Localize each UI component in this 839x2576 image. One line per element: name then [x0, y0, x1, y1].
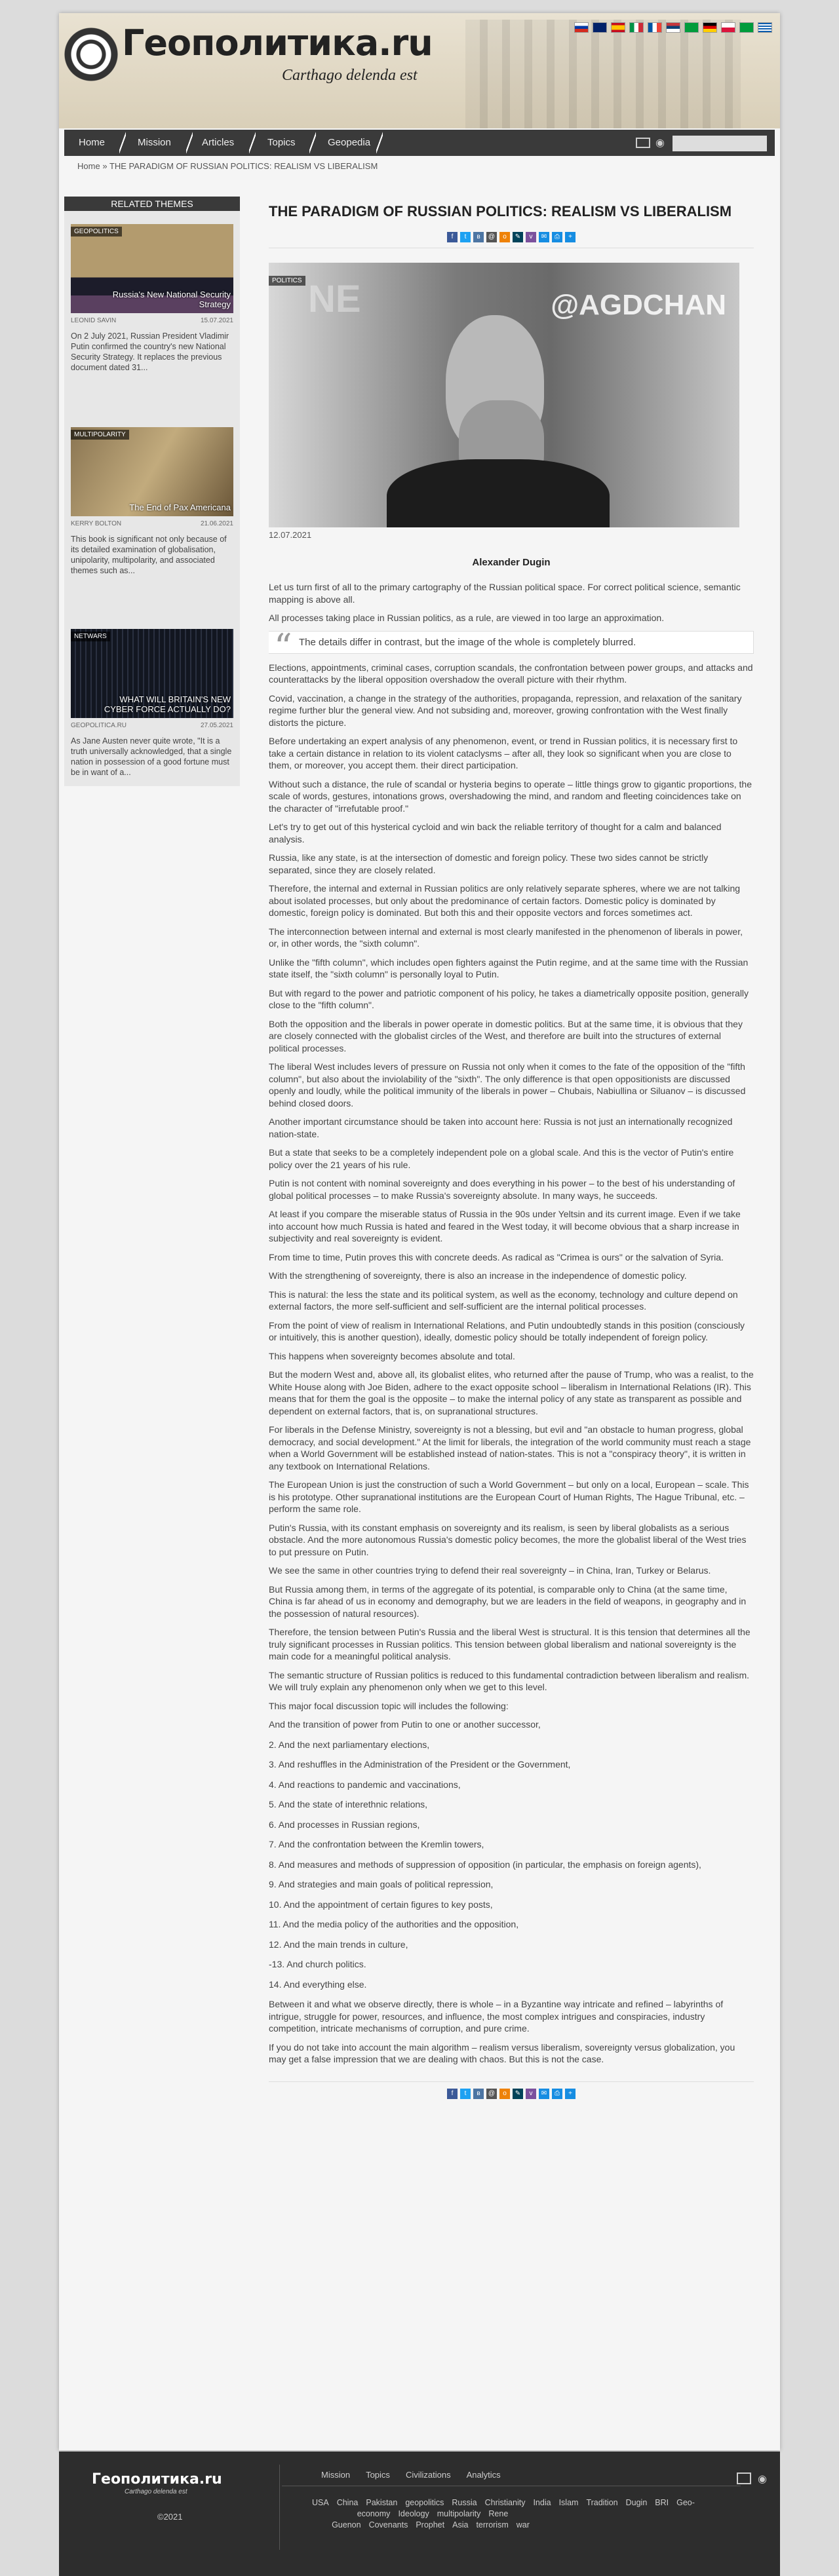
article-paragraph: At least if you compare the miserable status of Russia in the 90s under Yeltsin and its current image. Even if we take into account how much Russia is hated and feared in the West today, it will become obvious that a sharp increase in subjectivity and real sovereignty is evident.	[269, 1209, 741, 1243]
vk-icon[interactable]: в	[473, 232, 484, 242]
article-paragraph: From the point of view of realism in International Relations, and Putin undoubtedly stands in this position (consciously or intuitively, this is another question), ideally, domestic policy should be totally independent of foreign policy.	[269, 1319, 745, 1342]
rss-icon[interactable]: ◉	[655, 138, 665, 149]
article-paragraph: Elections, appointments, criminal cases, corruption scandals, the confrontation between power groups, and attacks and counterattacks by the liberal opposition overshadow the overall picture with their rhythm.	[269, 662, 753, 685]
breadcrumb	[77, 161, 378, 171]
footer-copyright: ©2021	[157, 2512, 183, 2522]
mail-icon[interactable]	[737, 2472, 751, 2484]
footer-logo[interactable]: Геополитика.ru	[92, 2471, 222, 2488]
footer-divider	[279, 2465, 280, 2550]
site-footer	[59, 2452, 780, 2576]
site-header	[59, 13, 780, 128]
article-paragraph: The semantic structure of Russian politics is reduced to this fundamental contradiction between liberalism and realism. We will truly explain any phenomenon only when we get to this level.	[269, 1669, 750, 1692]
site-tagline: Carthago delenda est	[282, 67, 418, 84]
related-card-text: As Jane Austen never quite wrote, "It is a truth universally acknowledged, that a single nation in possession of a good fortune must be in want of a...	[71, 736, 232, 777]
article-paragraph: Covid, vaccination, a change in the strategy of the authorities, propaganda, repression, and relaxation of the sanitary regime further blur the general view. And not subsiding and, moreover, growing confrontation with the West finally distorts the picture.	[269, 692, 742, 728]
article-title: THE PARADIGM OF RUSSIAN POLITICS: REALISM VS LIBERALISM	[269, 203, 732, 219]
article-closing	[269, 1998, 754, 2066]
odnoklassniki-icon[interactable]: o	[499, 2089, 510, 2099]
article-paragraph: The European Union is just the construction of such a World Government – but only on a local, European – scale. This is his prototype. Other supranational institutions are the European Court of Human Rights, The Hague Tribunal, etc. – perform the same role.	[269, 1479, 749, 1514]
article-category-tag[interactable]: POLITICS	[269, 276, 305, 286]
related-card-caption[interactable]: Russia's New National Security Strategy	[112, 290, 231, 309]
article-paragraph: If you do not take into account the main algorithm – realism versus liberalism, sovereignty versus globalization, you may get a false impression that we are dealing with chaos. But this is not the case.	[269, 2041, 735, 2064]
odnoklassniki-icon[interactable]: o	[499, 232, 510, 242]
article-list-item: 4. And reactions to pandemic and vaccinations,	[269, 1779, 461, 1790]
related-card-text: On 2 July 2021, Russian President Vladimir Putin confirmed the country's new National Security Strategy. It replaces the previous document dated 31...	[71, 331, 229, 372]
footer-link-mission[interactable]: Mission	[321, 2470, 351, 2480]
article-paragraph: The interconnection between internal and external is most clearly manifested in the phenomenon of liberals in power, or, in other words, the "sixth column".	[269, 926, 743, 949]
article-list-item: 5. And the state of interethnic relations,	[269, 1799, 428, 1809]
nav-articles[interactable]: Articles	[202, 137, 235, 148]
article-paragraph: But with regard to the power and patriotic component of his policy, he takes a diametrically opposite position, generally close to the "fifth column".	[269, 987, 749, 1010]
article-list-item: -13. And church politics.	[269, 1959, 366, 1969]
article-image	[269, 263, 739, 527]
flag-br-icon[interactable]	[684, 22, 699, 33]
article-paragraph: Both the opposition and the liberals in power operate in domestic politics. But at the same time, it is obvious that they are closely connected with the globalist circles of the West, and therefore are built into the structures of external political processes.	[269, 1018, 743, 1053]
article-paragraph: This is natural: the less the state and its political system, as well as the economy, technology and culture depend on external factors, the more self-sufficient and self-sufficient are the internal political processes.	[269, 1289, 738, 1312]
footer-tag[interactable]: Pakistan	[366, 2498, 398, 2507]
twitter-icon[interactable]: t	[460, 2089, 471, 2099]
article-paragraph: With the strengthening of sovereignty, there is also an increase in the independence of domestic policy.	[269, 1270, 687, 1281]
article-list-item: 8. And measures and methods of suppression of opposition (in particular, the emphasis on foreign agents),	[269, 1859, 701, 1870]
facebook-icon[interactable]: f	[447, 232, 458, 242]
related-card-author[interactable]: KERRY BOLTON	[71, 520, 122, 527]
article-list-item: 9. And strategies and main goals of political repression,	[269, 1879, 494, 1889]
site-title[interactable]: Геополитика.ru	[122, 22, 433, 64]
footer-tag[interactable]: China	[336, 2498, 359, 2507]
footer-tag[interactable]: Islam	[558, 2498, 579, 2507]
article-paragraph: Without such a distance, the rule of scandal or hysteria begins to operate – little things grow to gigantic proportions, the scale of words, gestures, intonations grows, overshadowing the mind, and random and fleeting coincidences take on the character of "irrefutable proof."	[269, 778, 752, 814]
article-paragraph: Putin is not content with nominal sovereignty and does everything in his power – to the best of his understanding of global political processes – to make Russia's sovereignty absolute. In many ways, he succeeds.	[269, 1178, 735, 1201]
article-paragraph: This major focal discussion topic will includes the following:	[269, 1700, 509, 1711]
related-card-text: This book is significant not only because of its detailed examination of globalisation, unipolarity, multipolarity, and associated themes such as...	[71, 535, 227, 575]
article-list-item: 6. And processes in Russian regions,	[269, 1819, 420, 1830]
article-paragraph: Between it and what we observe directly, there is whole – in a Byzantine way intricate and refined – labyrinths of intrigue, struggle for power, resources, and influence, the most complex intrigues and conspiracies, industry competition, intricate mechanisms of corruption, and pure crime.	[269, 1999, 724, 2034]
article-list-item: 7. And the confrontation between the Kremlin towers,	[269, 1839, 484, 1849]
nav-home[interactable]: Home	[79, 137, 106, 148]
footer-tag[interactable]: Tradition	[586, 2498, 618, 2507]
related-card-meta	[71, 722, 233, 729]
footer-tag[interactable]: war	[516, 2520, 530, 2529]
article-date: 12.07.2021	[269, 530, 312, 540]
main-nav	[64, 130, 775, 156]
article-paragraph: This happens when sovereignty becomes absolute and total.	[269, 1350, 515, 1361]
article-paragraph: Therefore, the tension between Putin's Russia and the liberal West is structural. It is this tension that determines all the truly significant processes in Russian politics. This tension between global liberalism and national sovereignty is the main code for a meaningful political analysis.	[269, 1627, 751, 1661]
header-banner-image	[465, 20, 741, 128]
breadcrumb-separator: »	[102, 161, 107, 171]
article-list-item: 11. And the media policy of the authorities and the opposition,	[269, 1919, 519, 1929]
footer-tag[interactable]: USA	[312, 2498, 329, 2507]
article-list-item: 10. And the appointment of certain figures to key posts,	[269, 1899, 493, 1910]
footer-tag[interactable]: terrorism	[476, 2520, 509, 2529]
related-card-author[interactable]: GEOPOLITICA.RU	[71, 722, 127, 729]
related-card[interactable]	[71, 427, 233, 576]
related-card-tag[interactable]: NETWARS	[71, 632, 110, 641]
related-card-image[interactable]	[71, 427, 233, 516]
article-list-item: And the transition of power from Putin to one or another successor,	[269, 1719, 541, 1730]
logo-emblem-icon[interactable]	[64, 28, 118, 81]
article-paragraph: We see the same in other countries trying to defend their real sovereignty – in China, Iran, Turkey or Belarus.	[269, 1565, 711, 1576]
footer-tag-cloud	[308, 2497, 695, 2531]
article-paragraph: For liberals in the Defense Ministry, sovereignty is not a blessing, but evil and "an obstacle to human progress, global democracy, and social development." At the limit for liberals, the integration of the world community must reach a stage when a World Government will be established instead of nation-states. This is not a "conspiracy theory", it is written in any textbook on International Relations.	[269, 1424, 751, 1471]
footer-icons	[737, 2472, 767, 2486]
article-author[interactable]: Alexander Dugin	[472, 557, 551, 568]
viber-icon[interactable]: v	[526, 232, 536, 242]
flag-rs-icon[interactable]	[666, 22, 680, 33]
more-icon[interactable]: +	[565, 232, 576, 242]
nav-separator	[186, 130, 193, 156]
related-card-date: 27.05.2021	[200, 722, 233, 729]
footer-tag[interactable]: Geo-economy	[357, 2498, 695, 2518]
mail-icon[interactable]: @	[486, 232, 497, 242]
article-paragraph: Another important circumstance should be taken into account here: Russia is not just an internationally recognized nation-state.	[269, 1116, 733, 1139]
email-icon[interactable]: ✉	[539, 2089, 549, 2099]
nav-separator	[119, 130, 126, 156]
flag-ru-icon[interactable]	[574, 22, 589, 33]
mail-icon[interactable]: @	[486, 2089, 497, 2099]
article-body	[269, 662, 754, 1713]
page-container	[59, 13, 780, 2450]
related-card-image[interactable]	[71, 629, 233, 718]
footer-tag[interactable]: Prophet	[416, 2520, 445, 2529]
sidebar-title: RELATED THEMES	[64, 197, 240, 211]
flag-br2-icon[interactable]	[739, 22, 754, 33]
footer-tag[interactable]: Russia	[452, 2498, 477, 2507]
related-card[interactable]	[71, 224, 233, 373]
search-input[interactable]	[673, 136, 767, 151]
breadcrumb-home[interactable]: Home	[77, 161, 100, 171]
flag-de-icon[interactable]	[703, 22, 717, 33]
article-paragraph: The liberal West includes levers of pressure on Russia not only when it comes to the fate of the opposition of the "fifth column", but also about the inviolability of the "sixth". The only difference is that open oppositionists are discussed openly and loudly, while the political immunity of the liberals in power – Chubais, Nabiullina or Siluanov – is discussed behind closed doors.	[269, 1061, 746, 1108]
article-paragraph: Let's try to get out of this hysterical cycloid and win back the reliable territory of thought for a calm and balanced analysis.	[269, 822, 722, 844]
footer-link-topics[interactable]: Topics	[366, 2470, 390, 2480]
image-figure-body	[387, 459, 610, 527]
article-list	[269, 1718, 754, 1990]
article-paragraph: Putin's Russia, with its constant emphasis on sovereignty and its realism, is seen by liberal globalists as a serious obstacle. And the more autonomous Russia's domestic policy becomes, the more the globalist liberal of the West tries to put pressure on Putin.	[269, 1522, 747, 1557]
rss-icon[interactable]: ◉	[758, 2474, 767, 2485]
image-background-text: NE	[308, 278, 361, 320]
related-card-tag[interactable]: GEOPOLITICS	[71, 227, 122, 237]
related-card-date: 15.07.2021	[200, 317, 233, 324]
mail-icon[interactable]	[636, 138, 650, 148]
related-card-caption[interactable]: WHAT WILL BRITAIN'S NEW CYBER FORCE ACTUALLY DO?	[104, 694, 231, 714]
share-bar-bottom	[269, 2081, 754, 2104]
flag-pl-icon[interactable]	[721, 22, 735, 33]
related-card-caption[interactable]: The End of Pax Americana	[129, 502, 231, 512]
share-bar-top	[269, 232, 754, 248]
article-list-item: 3. And reshuffles in the Administration of the President or the Government,	[269, 1759, 571, 1770]
footer-tag[interactable]: Covenants	[368, 2520, 408, 2529]
viber-icon[interactable]: v	[526, 2089, 536, 2099]
article-list-item: 2. And the next parliamentary elections,	[269, 1739, 430, 1750]
breadcrumb-current: THE PARADIGM OF RUSSIAN POLITICS: REALISM VS LIBERALISM	[109, 161, 378, 171]
related-card-author[interactable]: LEONID SAVIN	[71, 317, 117, 324]
flag-it-icon[interactable]	[629, 22, 644, 33]
email-icon[interactable]: ✉	[539, 232, 549, 242]
footer-links	[321, 2470, 501, 2480]
nav-geopedia[interactable]: Geopedia	[328, 137, 371, 148]
article-paragraph: All processes taking place in Russian politics, as a rule, are viewed in too large an approximation.	[269, 613, 665, 623]
more-icon[interactable]: +	[565, 2089, 576, 2099]
article-paragraph: Russia, like any state, is at the intersection of domestic and foreign policy. These two sides cannot be strictly separated, since they are closely related.	[269, 852, 709, 875]
article	[269, 203, 754, 2119]
footer-tag[interactable]: geopolitics	[405, 2498, 444, 2507]
related-card-meta	[71, 520, 233, 527]
livejournal-icon[interactable]: ✎	[513, 232, 523, 242]
article-quote: “ The details differ in contrast, but the image of the whole is completely blurred.	[269, 631, 754, 654]
image-watermark: @AGDCHAN	[551, 289, 726, 321]
vk-icon[interactable]: в	[473, 2089, 484, 2099]
article-paragraph: Before undertaking an expert analysis of any phenomenon, event, or trend in Russian politics, it is necessary first to take a certain distance in relation to its violent cataclysms – after all, they look so significant when you are close to them, or moreover, you accept them. their direct participation.	[269, 736, 738, 770]
footer-tag[interactable]: India	[533, 2498, 551, 2507]
article-paragraph: But Russia among them, in terms of the aggregate of its potential, is comparable only to China (at the same time, China is far ahead of us in economy and demography, but we are leaders in the field of weapons, in geography and in the possession of natural resources).	[269, 1583, 747, 1619]
article-paragraph: From time to time, Putin proves this with concrete deeds. As radical as "Crimea is ours" or the salvation of Syria.	[269, 1251, 724, 1262]
flag-es-icon[interactable]	[611, 22, 625, 33]
footer-link-civilizations[interactable]: Civilizations	[405, 2470, 451, 2480]
related-card[interactable]	[71, 629, 233, 778]
related-card-date: 21.06.2021	[200, 520, 233, 527]
footer-tag[interactable]: Asia	[452, 2520, 469, 2529]
article-paragraph: Therefore, the internal and external in Russian politics are only relatively separate spheres, where we are not talking about isolated processes, but only about the predominance of certain factors. Domestic policy is dominated by domestic, foreign policy is dominated. But both this and their opposite vectors and forces sometimes act.	[269, 883, 741, 918]
nav-separator	[249, 130, 256, 156]
footer-tag[interactable]: Dugin	[625, 2498, 648, 2507]
related-card-image[interactable]	[71, 224, 233, 313]
footer-tag[interactable]: Christianity	[484, 2498, 526, 2507]
footer-tag[interactable]: BRI	[655, 2498, 669, 2507]
nav-topics[interactable]: Topics	[267, 137, 296, 148]
flag-gr-icon[interactable]	[758, 22, 772, 33]
print-icon[interactable]: ⎙	[552, 2089, 562, 2099]
nav-separator	[309, 130, 316, 156]
footer-tag[interactable]: Ideology	[398, 2509, 429, 2518]
footer-tagline: Carthago delenda est	[125, 2488, 187, 2495]
livejournal-icon[interactable]: ✎	[513, 2089, 523, 2099]
facebook-icon[interactable]: f	[447, 2089, 458, 2099]
article-list-item: 12. And the main trends in culture,	[269, 1939, 408, 1950]
footer-tag[interactable]: multipolarity	[437, 2509, 481, 2518]
print-icon[interactable]: ⎙	[552, 232, 562, 242]
footer-tag[interactable]: Rene Guenon	[332, 2509, 509, 2529]
flag-gb-icon[interactable]	[593, 22, 607, 33]
related-card-tag[interactable]: MULTIPOLARITY	[71, 430, 129, 440]
article-list-item: 14. And everything else.	[269, 1979, 367, 1990]
article-paragraph: But a state that seeks to be a completely independent pole on a global scale. And this is the vector of Putin's entire policy over the 21 years of his rule.	[269, 1147, 734, 1170]
article-paragraph: Unlike the "fifth column", which includes open fighters against the Putin regime, and at the same time with the Russian state itself, the "sixth column" is personally loyal to Putin.	[269, 957, 749, 979]
related-themes-sidebar	[64, 197, 240, 786]
nav-mission[interactable]: Mission	[138, 137, 171, 148]
footer-link-analytics[interactable]: Analytics	[466, 2470, 501, 2480]
nav-separator	[376, 130, 383, 156]
article-paragraph: But the modern West and, above all, its globalist elites, who returned after the pause of Trump, who was a realist, to the White House along with Joe Biden, adhere to the exact opposite school – liberalism in International Relations (IR). This means that for them the goal is the opposite – to make the internal policy of any state as transparent as possible and dependent on external factors, that is, on supranational structures.	[269, 1369, 754, 1416]
twitter-icon[interactable]: t	[460, 232, 471, 242]
flag-fr-icon[interactable]	[648, 22, 662, 33]
language-flags	[574, 22, 772, 33]
related-card-meta	[71, 317, 233, 324]
article-paragraph: Let us turn first of all to the primary cartography of the Russian political space. For correct political science, semantic mapping is above all.	[269, 582, 741, 605]
